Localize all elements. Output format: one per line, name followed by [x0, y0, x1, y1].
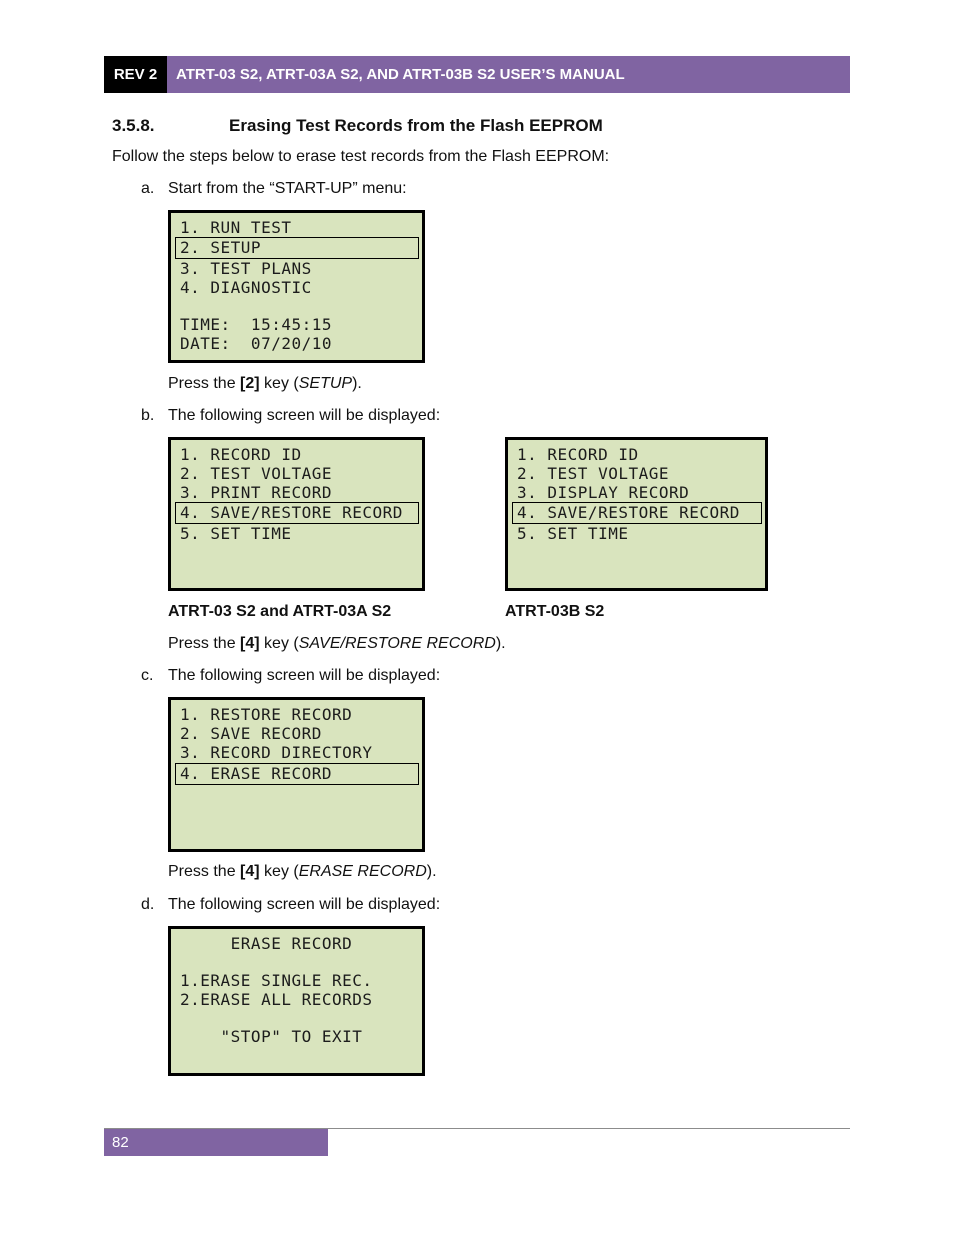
press-suffix: ). [495, 635, 506, 652]
step-a-letter: a. [141, 180, 155, 197]
lcd-line-selected: 4. ERASE RECORD [176, 764, 418, 784]
lcd-setup-menu-atrt03b [505, 437, 768, 591]
lcd-line: 1.ERASE SINGLE REC. [180, 971, 373, 990]
intro-text: Follow the steps below to erase test records from the Flash EEPROM: [112, 148, 610, 165]
press-prefix: Press the [168, 375, 241, 392]
press-suffix: ). [426, 863, 437, 880]
section-title: Erasing Test Records from the Flash EEPROM [229, 116, 603, 135]
step-a-text: Start from the “START-UP” menu: [168, 180, 407, 197]
page-header [104, 56, 850, 93]
lcd-line: 5. SET TIME [180, 524, 292, 543]
press-mid: key ( [259, 863, 299, 880]
lcd-line: 2. SAVE RECORD [180, 724, 322, 743]
lcd-line: 3. DISPLAY RECORD [517, 483, 690, 502]
press-prefix: Press the [168, 635, 241, 652]
section-number: 3.5.8. [112, 116, 155, 135]
step-d-letter: d. [141, 896, 155, 913]
key-function: SAVE/RESTORE RECORD [298, 635, 496, 652]
section-heading [112, 116, 603, 136]
lcd-setup-menu-atrt03 [168, 437, 425, 591]
lcd-line: 1. RUN TEST [180, 218, 292, 237]
lcd-line-selected: 4. SAVE/RESTORE RECORD [176, 503, 418, 523]
key-function: ERASE RECORD [298, 863, 427, 880]
lcd-line: 1. RECORD ID [180, 445, 302, 464]
lcd-line: 2. TEST VOLTAGE [180, 464, 332, 483]
key-label: [4] [240, 863, 260, 880]
step-b-text: The following screen will be displayed: [168, 407, 441, 424]
step-c-letter: c. [141, 667, 154, 684]
lcd-line: "STOP" TO EXIT [180, 1027, 363, 1046]
step-c-text: The following screen will be displayed: [168, 667, 441, 684]
press-instruction-b [168, 635, 506, 653]
lcd-line: 2.ERASE ALL RECORDS [180, 990, 373, 1009]
lcd-line-selected: 4. SAVE/RESTORE RECORD [513, 503, 761, 523]
revision-label: REV 2 [104, 56, 167, 93]
lcd-line: DATE: 07/20/10 [180, 334, 332, 353]
lcd-line: 3. RECORD DIRECTORY [180, 743, 373, 762]
press-mid: key ( [259, 375, 299, 392]
press-suffix: ). [352, 375, 362, 392]
lcd-line: TIME: 15:45:15 [180, 315, 332, 334]
manual-title: ATRT-03 S2, ATRT-03A S2, AND ATRT-03B S2 USER’S MANUAL [167, 56, 850, 93]
press-mid: key ( [259, 635, 299, 652]
page-number: 82 [104, 1129, 328, 1156]
lcd-startup-menu [168, 210, 425, 363]
lcd-line: 1. RESTORE RECORD [180, 705, 353, 724]
caption-atrt03b: ATRT-03B S2 [505, 603, 605, 620]
lcd-line: 5. SET TIME [517, 524, 629, 543]
press-prefix: Press the [168, 863, 241, 880]
press-instruction-c [168, 863, 437, 881]
lcd-line-selected: 2. SETUP [176, 238, 418, 258]
lcd-erase-record-menu [168, 926, 425, 1076]
step-b-letter: b. [141, 407, 155, 424]
step-d-text: The following screen will be displayed: [168, 896, 441, 913]
press-instruction-a [168, 375, 362, 393]
key-label: [4] [240, 635, 260, 652]
lcd-line: ERASE RECORD [180, 934, 353, 953]
lcd-line: 2. TEST VOLTAGE [517, 464, 669, 483]
lcd-line: 3. TEST PLANS [180, 259, 312, 278]
lcd-line: 4. DIAGNOSTIC [180, 278, 312, 297]
key-label: [2] [240, 375, 260, 392]
lcd-save-restore-menu [168, 697, 425, 852]
key-function: SETUP [298, 375, 353, 392]
lcd-line: 1. RECORD ID [517, 445, 639, 464]
lcd-line: 3. PRINT RECORD [180, 483, 332, 502]
caption-atrt03: ATRT-03 S2 and ATRT-03A S2 [168, 603, 392, 620]
